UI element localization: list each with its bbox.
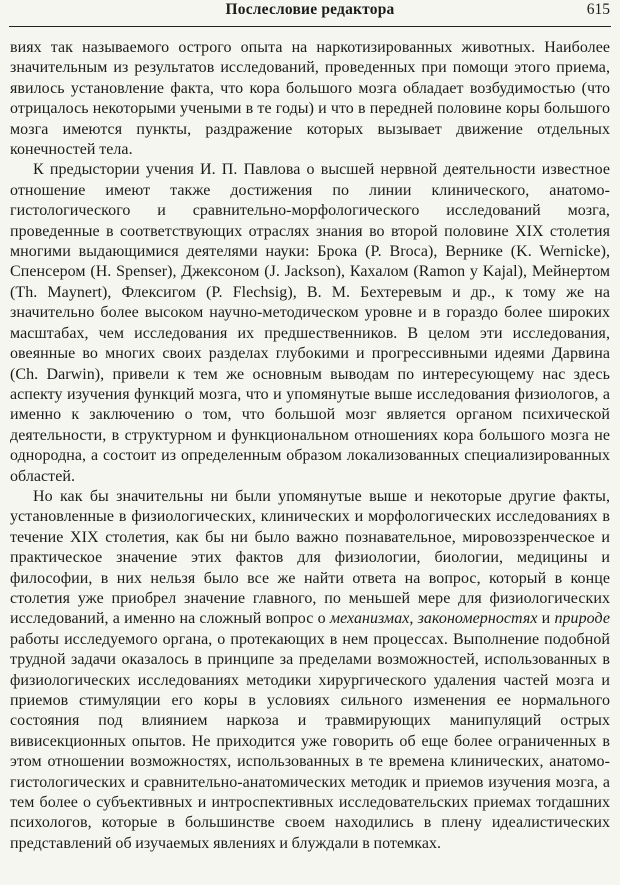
paragraph-1: виях так называемого острого опыта на наркотизированных животных. Наиболее значительным из результатов исследований, проведенных при помощи этого приема, явилось установление факта, что кора большого мозга обладает возбудимостью (что отрицалось некоторыми учеными в те годы) и что в передней половине коры большого мозга имеются пункты, раздражение которых вызывает движение отдельных конечностей тела. [10, 39, 610, 159]
italic-nature-word: природе [554, 610, 610, 628]
italic-mechanisms-phrase: механизмах, закономерностях [329, 610, 538, 628]
paragraph-3 [10, 487, 610, 854]
running-title: Послесловие редактора [225, 1, 395, 18]
paragraph-2: К предыстории учения И. П. Павлова о высшей нервной деятельности известное отношение имеют также достижения по линии клинического, анатомо-гистологического и сравнительно-морфологического исследований мозга, проведенные в соответствующих отраслях знания во второй половине XIX столетия многими выдающимися деятелями науки: Брока (P. Broca), Вернике (K. Wernicke), Спенсером (H. Spenser), Джексоном (J. Jackson), Кахалом (Ramon y Kajal), Мейнертом (Th. Maynert), Флексигом (P. Flechsig), В. М. Бехтеревым и др., к тому же на значительно более высоком научно-методическом уровне и в гораздо более широких масштабах, чем исследования их предшественников. В целом эти исследования, овеянные во многих своих разделах глубокими и прогрессивными идеями Дарвина (Ch. Darwin), привели к тем же основным выводам по интересующему нас здесь аспекту изучения функций мозга, что и упомянутые выше исследования физиологов, а именно к заключению о том, что большой мозг является органом психической деятельности, в структурном и функциональном отношениях кора большого мозга не однородна, а состоит из определенным образом локализованных специализированных областей. [10, 161, 610, 485]
body-text [10, 38, 610, 854]
paragraph-3-text-1: Но как бы значительны ни были упомянутые выше и некоторые другие факты, установленные в физиологических, клинических и морфологических исследованиях в течение XIX столетия, как бы ни было важно познавательное, мировоззренческое и практическое значение этих фактов для физиологии, биологии, медицины и философии, в них нельзя было все же найти ответа на вопрос, который в конце столетия уже приобрел значение главного, по меньшей мере для физиологических исследований, а именно на сложный вопрос о [10, 487, 610, 628]
running-header [9, 0, 611, 27]
paragraph-3-text-2: и [537, 610, 555, 628]
page-number: 615 [586, 1, 610, 18]
paragraph-3-text-3: работы исследуемого органа, о протекающих в нем процессах. Выполнение подобной трудной задачи оказалось в принципе за пределами возможностей, использованных в физиологических исследованиях методики хирургического удаления частей мозга и приемов стимуляции его коры в условиях сильного изменения ее нормального состояния под влиянием наркоза и травмирующих манипуляций острых вивисекционных опытов. Не приходится уже говорить об еще более ограниченных в этом отношении возможностях, использованных в те времена клинических, анатомо-гистологических и сравнительно-анатомических методик и приемов изучения мозга, а тем более о субъективных и интроспективных исследовательских приемах тогдашних психологов, которые в большинстве своем находились в плену идеалистических представлений об изучаемых явлениях и блуждали в потемках. [10, 630, 610, 852]
